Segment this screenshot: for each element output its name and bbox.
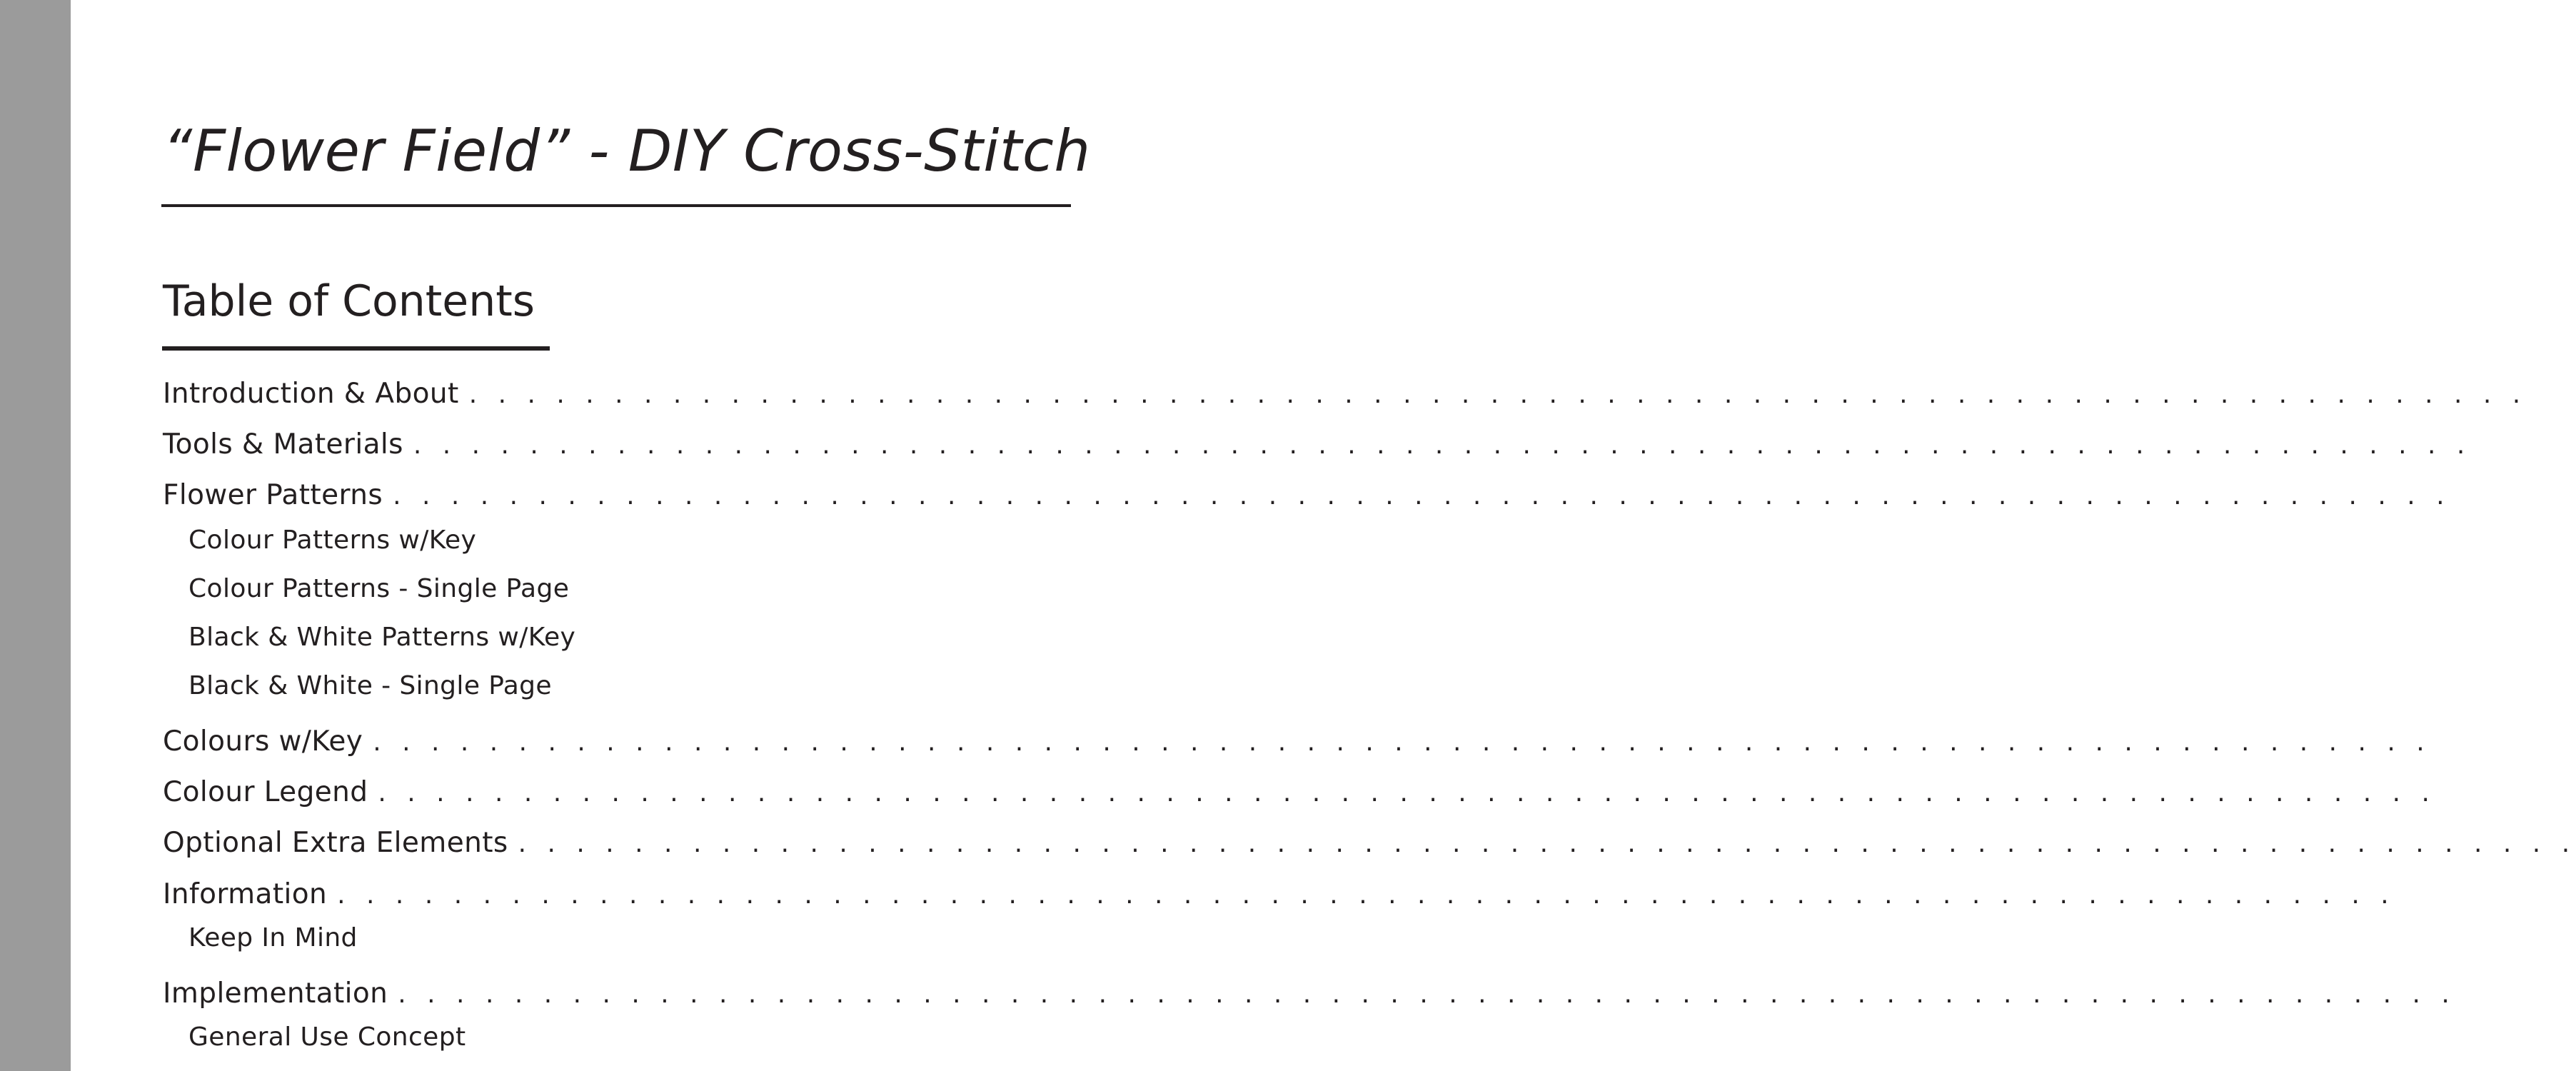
toc-entry-label: Introduction & About [163, 378, 459, 410]
toc-dot-leader: . . . . . . . . . . . . . . . . . . . . . . . . . . . . . . . . . . . . . . . . . . . . . . . . . . . . . . . . . . . . . . . . . . . . . . . [468, 380, 2527, 409]
toc-dot-leader: . . . . . . . . . . . . . . . . . . . . . . . . . . . . . . . . . . . . . . . . . . . . . . . . . . . . . . . . . . . . . . . . . . . . . . . [373, 728, 2431, 757]
toc-entry-colours-key[interactable] [163, 724, 2431, 760]
toc-entry-label: Colours w/Key [163, 725, 363, 758]
toc-entry-optional-extra[interactable] [163, 825, 2576, 862]
toc-heading-underline [162, 346, 550, 351]
document-title: “Flower Field” - DIY Cross-Stitch [163, 118, 1091, 184]
toc-entry-label: Tools & Materials [163, 428, 403, 461]
toc-entry-tools-materials[interactable] [163, 427, 2472, 463]
toc-entry-implementation[interactable] [163, 976, 2456, 1012]
toc-subentry-label: Colour Patterns w/Key [188, 526, 477, 555]
toc-subentry-label: General Use Concept [188, 1022, 466, 1052]
toc-heading: Table of Contents [163, 276, 535, 326]
toc-subentry-bw-single[interactable] [188, 669, 1071, 703]
toc-subentry-keep-in-mind[interactable] [188, 921, 1071, 955]
toc-dot-leader: . . . . . . . . . . . . . . . . . . . . . . . . . . . . . . . . . . . . . . . . . . . . . . . . . . . . . . . . . . . . . . . . . . . . . . . [518, 829, 2576, 858]
toc-entry-label: Implementation [163, 977, 388, 1010]
toc-subentry-general-use[interactable] [188, 1020, 1071, 1055]
toc-entry-label: Optional Extra Elements [163, 827, 508, 859]
toc-subentry-colour-patterns-key[interactable] [188, 523, 1071, 558]
toc-entry-information[interactable] [163, 877, 2395, 913]
toc-subentry-label: Black & White Patterns w/Key [188, 623, 576, 652]
toc-dot-leader: . . . . . . . . . . . . . . . . . . . . . . . . . . . . . . . . . . . . . . . . . . . . . . . . . . . . . . . . . . . . . . . . . . . . . . . [398, 980, 2456, 1009]
toc-entry-colour-legend[interactable] [163, 775, 2436, 811]
toc-dot-leader: . . . . . . . . . . . . . . . . . . . . . . . . . . . . . . . . . . . . . . . . . . . . . . . . . . . . . . . . . . . . . . . . . . . . . . . [337, 880, 2395, 910]
toc-subentry-label: Colour Patterns - Single Page [188, 574, 570, 603]
toc-subentry-bw-patterns-key[interactable] [188, 620, 1071, 655]
toc-entry-label: Flower Patterns [163, 479, 383, 511]
toc-subentry-colour-patterns-single[interactable] [188, 572, 1071, 606]
toc-dot-leader: . . . . . . . . . . . . . . . . . . . . . . . . . . . . . . . . . . . . . . . . . . . . . . . . . . . . . . . . . . . . . . . . . . . . . . . [393, 481, 2451, 511]
side-margin-band [0, 0, 71, 1071]
toc-entry-label: Information [163, 878, 328, 910]
toc-entry-label: Colour Legend [163, 776, 368, 808]
toc-dot-leader: . . . . . . . . . . . . . . . . . . . . . . . . . . . . . . . . . . . . . . . . . . . . . . . . . . . . . . . . . . . . . . . . . . . . . . . [413, 431, 2472, 460]
toc-dot-leader: . . . . . . . . . . . . . . . . . . . . . . . . . . . . . . . . . . . . . . . . . . . . . . . . . . . . . . . . . . . . . . . . . . . . . . . [378, 778, 2436, 808]
title-divider [161, 204, 1071, 207]
toc-subentry-label: Black & White - Single Page [188, 671, 552, 700]
toc-subentry-label: Keep In Mind [188, 923, 358, 952]
toc-entry-introduction[interactable] [163, 376, 2527, 413]
toc-entry-flower-patterns[interactable] [163, 478, 2451, 514]
